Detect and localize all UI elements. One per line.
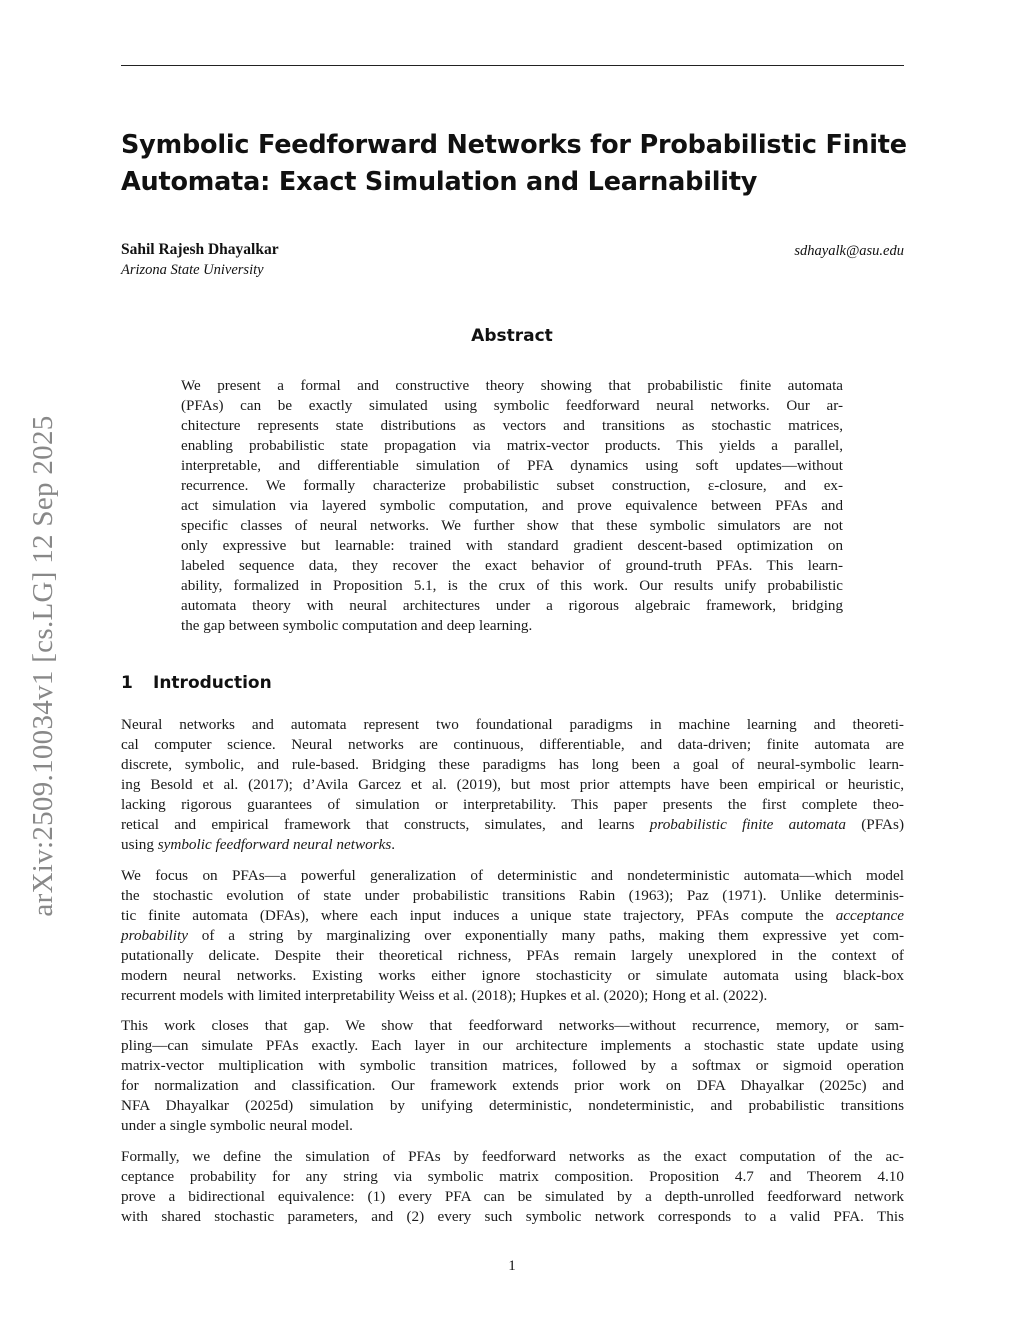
intro-paragraph-4 [121,1147,904,1227]
abstract-body [181,376,843,636]
abstract-heading: Abstract [471,326,553,346]
emphasis-acceptance: acceptance [835,907,904,924]
title-line-2: Automata: Exact Simulation and Learnability [121,167,758,197]
paragraph-line: matrix-vector multiplication with symbolic transition matrices, followed by a softmax or sigmoid operation [121,1057,904,1074]
paragraph-line: for normalization and classification. Our framework extends prior work on DFA Dhayalkar (2025c) and [121,1077,904,1094]
paragraph-line: pling—can simulate PFAs exactly. Each layer in our architecture implements a stochastic state update using [121,1037,904,1054]
intro-paragraph-1 [121,715,904,855]
paragraph-line: This work closes that gap. We show that feedforward networks—without recurrence, memory, or sam- [121,1017,904,1034]
abstract-line: labeled sequence data, they recover the exact behavior of ground-truth PFAs. This learn- [181,558,843,574]
emphasis-pfa: probabilistic finite automata [649,816,846,833]
abstract-line: the gap between symbolic computation and deep learning. [181,618,533,634]
paragraph-line: putationally delicate. Despite their theoretical richness, PFAs remain largely unexplored in the context of [121,947,904,964]
author-affiliation: Arizona State University [121,262,264,278]
abstract-line: act simulation via layered symbolic computation, and prove equivalence between PFAs and [181,498,843,514]
author-email: sdhayalk@asu.edu [794,243,904,259]
abstract-line: only expressive but learnable: trained with standard gradient descent-based optimization on [181,538,843,554]
abstract-line: interpretable, and differentiable simulation of PFA dynamics using soft updates—without [181,458,843,474]
abstract-line: (PFAs) can be exactly simulated using symbolic feedforward neural networks. Our ar- [181,398,843,414]
abstract-line: automata theory with neural architectures under a rigorous algebraic framework, bridging [181,598,843,614]
section-number: 1 [121,673,133,693]
paragraph-line: probability of a string by marginalizing over exponentially many paths, making them expressive yet com- [121,927,904,944]
page-number: 1 [508,1258,516,1274]
paragraph-line: ing Besold et al. (2017); d’Avila Garcez et al. (2019), but most prior attempts have been empirical or heuristic, [121,776,904,793]
paragraph-line: recurrent models with limited interpretability Weiss et al. (2018); Hupkes et al. (2020); Hong et al. (2022). [121,987,768,1004]
paragraph-line: retical and empirical framework that constructs, simulates, and learns probabilistic finite automata (PFAs) [121,816,904,833]
abstract-line: enabling probabilistic state propagation via matrix-vector products. This yields a parallel, [181,438,843,454]
section-heading-introduction [121,673,272,693]
arxiv-identifier-stamp: arXiv:2509.10034v1 [cs.LG] 12 Sep 2025 [27,415,59,917]
paragraph-line: the stochastic evolution of state under probabilistic transitions Rabin (1963); Paz (1971). Unlike determinis- [121,887,904,904]
emphasis-probability: probability [121,927,188,944]
author-name: Sahil Rajesh Dhayalkar [121,241,279,258]
abstract-line: chitecture represents state distributions as vectors and transitions as stochastic matrices, [181,418,843,434]
header-rule [121,65,904,66]
section-title: Introduction [153,673,272,693]
paragraph-line: using symbolic feedforward neural networks. [121,836,396,853]
emphasis-sfnn: symbolic feedforward neural networks [157,836,392,853]
paragraph-line: lacking rigorous guarantees of simulation or interpretability. This paper presents the first complete theo- [121,796,904,813]
paragraph-line: NFA Dhayalkar (2025d) simulation by unifying deterministic, nondeterministic, and probabilistic transitions [121,1097,904,1114]
paragraph-line: discrete, symbolic, and rule-based. Bridging these paradigms has long been a goal of neural-symbolic learn- [121,756,904,773]
abstract-line: ability, formalized in Proposition 5.1, is the crux of this work. Our results unify probabilistic [181,578,843,594]
paragraph-line: tic finite automata (DFAs), where each input induces a unique state trajectory, PFAs compute the acceptance [121,907,904,924]
abstract-line: specific classes of neural networks. We further show that these symbolic simulators are not [181,518,843,534]
paragraph-line: Neural networks and automata represent two foundational paradigms in machine learning and theoreti- [121,716,904,733]
paper-title [121,127,907,201]
paragraph-line: modern neural networks. Existing works either ignore stochasticity or simulate automata using black-box [121,967,904,984]
abstract-line: recurrence. We formally characterize probabilistic subset construction, ε-closure, and ex- [181,478,843,494]
paragraph-line: ceptance probability for any string via symbolic matrix composition. Proposition 4.7 and Theorem 4.10 [121,1168,904,1185]
title-line-1: Symbolic Feedforward Networks for Probabilistic Finite [121,130,907,160]
paragraph-line: with shared stochastic parameters, and (2) every such symbolic network corresponds to a valid PFA. This [121,1208,904,1225]
paragraph-line: cal computer science. Neural networks are continuous, differentiable, and data-driven; finite automata are [121,736,904,753]
paragraph-line: under a single symbolic neural model. [121,1117,353,1134]
paragraph-line: prove a bidirectional equivalence: (1) every PFA can be simulated by a depth-unrolled feedforward network [121,1188,904,1205]
paragraph-line: We focus on PFAs—a powerful generalization of deterministic and nondeterministic automata—which model [121,867,904,884]
paragraph-line: Formally, we define the simulation of PFAs by feedforward networks as the exact computation of the ac- [121,1148,904,1165]
intro-paragraph-3 [121,1016,904,1136]
abstract-line: We present a formal and constructive theory showing that probabilistic finite automata [181,378,843,394]
intro-paragraph-2 [121,866,904,1006]
